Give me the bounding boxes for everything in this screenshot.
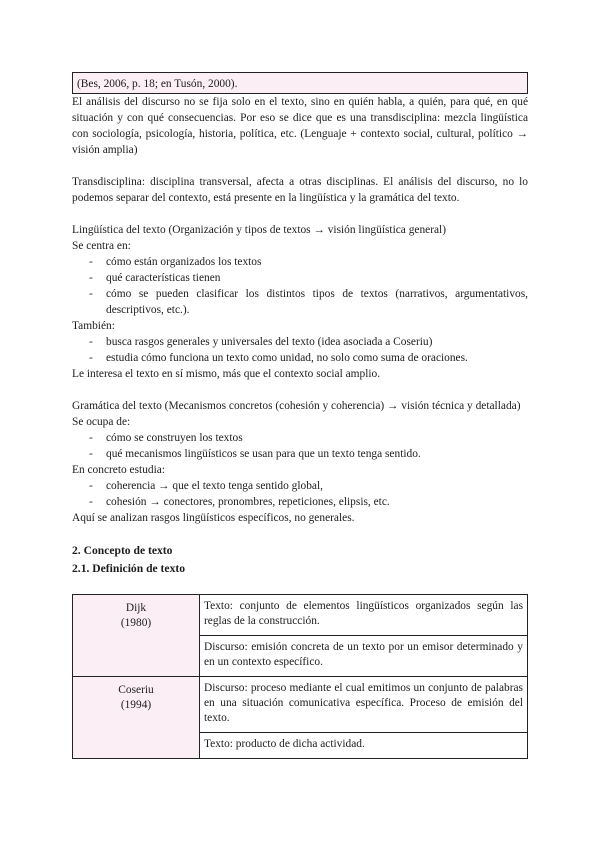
linguistica-title: Lingüística del texto (Organización y tipos de textos → visión lingüística general) <box>72 224 447 236</box>
author-name: Coseriu <box>118 684 154 696</box>
list-item: - qué mecanismos lingüísticos se usan para que un texto tenga sentido. <box>72 446 528 462</box>
list-item: - coherencia → que el texto tenga sentido global, <box>72 478 528 494</box>
author-cell <box>73 677 200 759</box>
analisis-paragraph: El análisis del discurso no se fija solo en el texto, sino en quién habla, a quién, para qué, en qué situación y con qué consecuencias. Por eso se dice que es una transdisciplina: mezcla lingüística con sociología, psicología, historia, política, etc. (Lenguaje + contexto social, cultural, político → visión amplia) <box>72 96 528 156</box>
gramatica-title: Gramática del texto (Mecanismos concretos (cohesión y coherencia) → visión técnica y detallada) <box>72 400 521 412</box>
list-item: - cómo están organizados los textos <box>72 254 528 270</box>
citation-box <box>72 72 528 94</box>
list-item: - cómo se pueden clasificar los distintos tipos de textos (narrativos, argumentativos, descriptivos, etc.). <box>72 286 528 318</box>
table-row <box>73 595 528 636</box>
gramatica-list-2 <box>72 478 528 510</box>
list-item: - cómo se construyen los textos <box>72 430 528 446</box>
table-row <box>73 677 528 733</box>
gramatica-list <box>72 430 528 462</box>
linguistica-closing: Le interesa el texto en sí mismo, más que el contexto social amplio. <box>72 368 381 380</box>
citation-text: (Bes, 2006, p. 18; en Tusón, 2000). <box>77 78 238 90</box>
gramatica-concreto: En concreto estudia: <box>72 464 165 476</box>
linguistica-list-2 <box>72 334 528 366</box>
linguistica-tambien: También: <box>72 320 115 332</box>
author-cell <box>73 595 200 677</box>
list-item: - estudia cómo funciona un texto como unidad, no solo como suma de oraciones. <box>72 350 528 366</box>
transdisciplina-paragraph: Transdisciplina: disciplina transversal, afecta a otras disciplinas. El análisis del discurso, no lo podemos separar del contexto, está presente en la lingüística y la gramática del texto. <box>72 176 528 204</box>
list-item: - qué características tienen <box>72 270 528 286</box>
author-year: (1994) <box>120 699 152 711</box>
section-heading: 2. Concepto de texto <box>72 544 173 557</box>
definition-cell: Discurso: emisión concreta de un texto por un emisor determinado y en un contexto específico. <box>200 636 528 677</box>
section-subheading: 2.1. Definición de texto <box>72 562 186 575</box>
definition-cell: Texto: conjunto de elementos lingüísticos organizados según las reglas de la construcción. <box>200 595 528 636</box>
definitions-table <box>72 594 528 759</box>
author-year: (1980) <box>120 617 152 629</box>
list-item: - busca rasgos generales y universales del texto (idea asociada a Coseriu) <box>72 334 528 350</box>
document-page <box>72 72 528 759</box>
gramatica-intro: Se ocupa de: <box>72 416 131 428</box>
author-name: Dijk <box>125 602 147 614</box>
definition-cell: Texto: producto de dicha actividad. <box>200 733 528 759</box>
linguistica-intro: Se centra en: <box>72 240 131 252</box>
list-item: - cohesión → conectores, pronombres, repeticiones, elipsis, etc. <box>72 494 528 510</box>
definition-cell: Discurso: proceso mediante el cual emitimos un conjunto de palabras en una situación comunicativa específica. Proceso de emisión del texto. <box>200 677 528 733</box>
linguistica-list <box>72 254 528 318</box>
gramatica-closing: Aquí se analizan rasgos lingüísticos específicos, no generales. <box>72 512 355 524</box>
